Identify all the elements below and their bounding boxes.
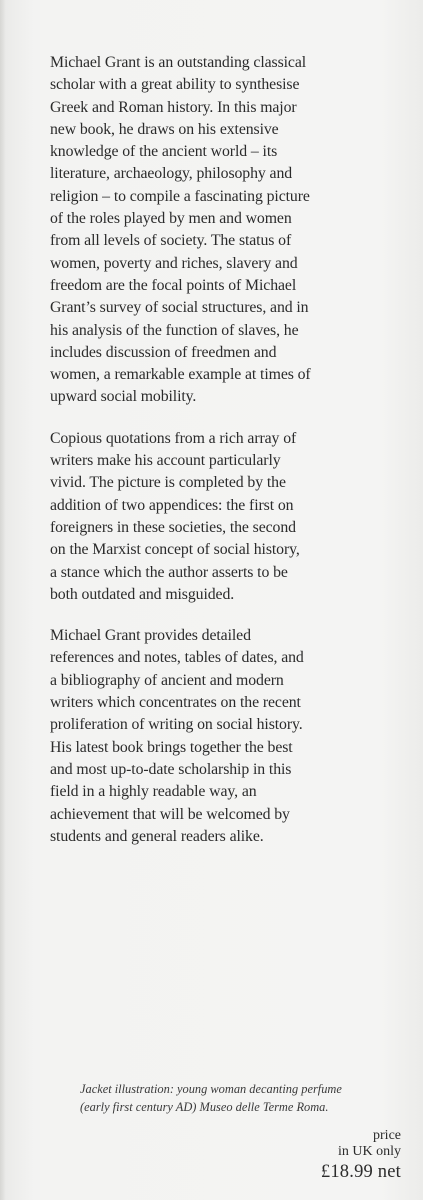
price-region: in UK only — [338, 1144, 401, 1159]
blurb-paragraph-2: Copious quotations from a rich array of writers make his account particularly vivid. The picture is completed by the addition of two appendices: the first on foreigners in these societies, the second on the Marxist concept of social history, a stance which the author asserts to be both outdated and misguided. — [50, 429, 300, 603]
price-label: price — [373, 1128, 401, 1143]
blurb-paragraph-3: Michael Grant provides detailed references and notes, tables of dates, and a bibliography of ancient and modern writers which concentrates on the recent proliferation of writing on social history. His latest book brings together the best and most up-to-date scholarship in this field in a highly readable way, an achievement that will be welcomed by students and general readers alike. — [50, 627, 304, 845]
price-amount: £18.99 net — [320, 1162, 401, 1182]
price-block — [321, 1128, 401, 1184]
jacket-fold-edge — [0, 0, 6, 1200]
blurb-text — [50, 52, 390, 867]
jacket-illustration-credit: Jacket illustration: young woman decanting perfume (early first century AD) Museo delle Terme Roma. — [80, 1082, 342, 1114]
blurb-paragraph-1: Michael Grant is an outstanding classical scholar with a great ability to synthesise Greek and Roman history. In this major new book, he draws on his extensive knowledge of the ancient world – its literature, archaeology, philosophy and religion – to compile a fascinating picture of the roles played by men and women from all levels of society. The status of women, poverty and riches, slavery and freedom are the focal points of Michael Grant’s survey of social structures, and in his analysis of the function of slaves, he includes discussion of freedmen and women, a remarkable example at times of upward social mobility. — [50, 54, 311, 406]
